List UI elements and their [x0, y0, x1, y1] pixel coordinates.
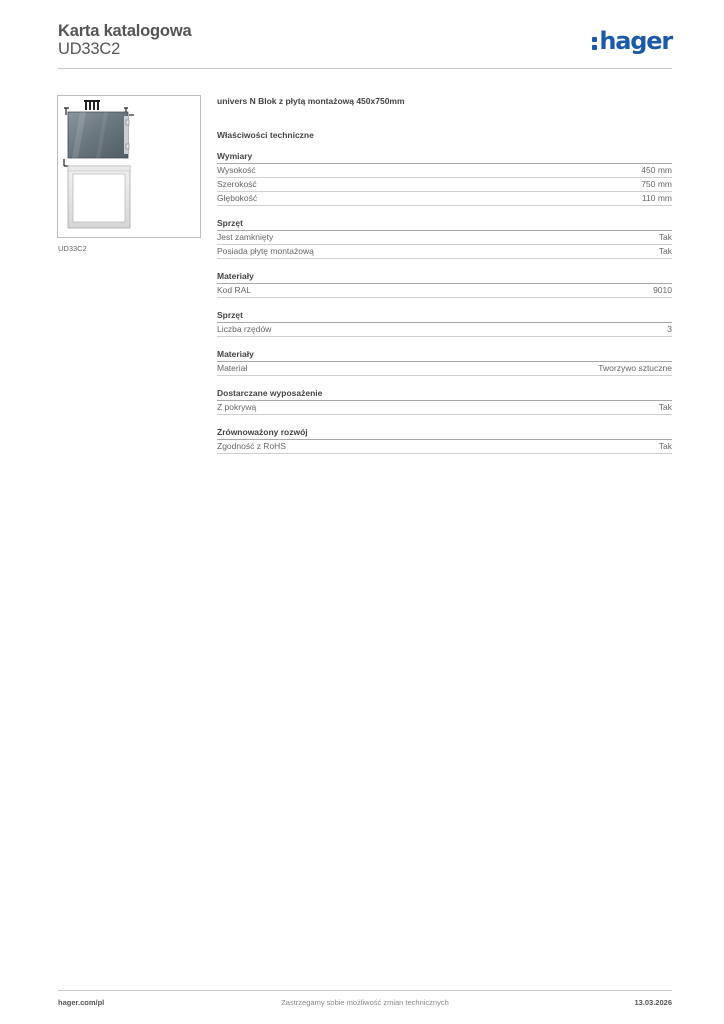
spec-row [217, 401, 672, 415]
panel-mounting-plate-icon [58, 96, 200, 237]
spec-row [217, 192, 672, 206]
footer-website-link[interactable]: hager.com/pl [58, 998, 105, 1007]
footer-date: 13.03.2026 [634, 998, 672, 1007]
spec-row [217, 178, 672, 192]
spec-group-equipment [217, 217, 672, 259]
spec-value: 3 [667, 324, 672, 334]
spec-label: Jest zamknięty [217, 232, 274, 242]
spec-label: Wysokość [217, 165, 256, 175]
spec-row [217, 284, 672, 298]
spec-group-title: Sprzęt [217, 309, 672, 323]
footer-divider [58, 990, 672, 991]
spec-label: Posiada płytę montażową [217, 246, 314, 256]
product-image-frame [57, 95, 201, 238]
spec-value: Tak [658, 232, 672, 242]
spec-value: 110 mm [641, 193, 672, 203]
spec-label: Z pokrywą [217, 402, 257, 412]
page-footer [58, 998, 672, 1010]
spec-value: Tak [658, 402, 672, 412]
spec-row [217, 245, 672, 259]
product-image-caption: UD33C2 [58, 244, 87, 253]
footer-disclaimer: Zastrzegamy sobie możliwość zmian technicznych [281, 998, 449, 1007]
hager-logo [592, 29, 672, 53]
spec-value: 9010 [653, 285, 672, 295]
spec-group-sustainability [217, 426, 672, 454]
spec-group-materials [217, 270, 672, 298]
spec-group-title: Wymiary [217, 150, 672, 164]
spec-group-title: Sprzęt [217, 217, 672, 231]
technical-properties-heading: Właściwości techniczne [217, 130, 314, 140]
header-divider [58, 68, 672, 69]
spec-row [217, 440, 672, 454]
page-header [58, 22, 672, 70]
spec-label: Zgodność z RoHS [217, 441, 286, 451]
spec-value: Tak [658, 246, 672, 256]
logo-text: hager [599, 27, 672, 55]
spec-group-title: Zrównoważony rozwój [217, 426, 672, 440]
product-name: univers N Blok z płytą montażową 450x750mm [217, 96, 405, 106]
spec-label: Kod RAL [217, 285, 252, 295]
spec-value: 750 mm [641, 179, 672, 189]
spec-label: Materiał [217, 363, 248, 373]
spec-row [217, 231, 672, 245]
spec-group-supplied-equipment [217, 387, 672, 415]
spec-value: Tworzywo sztuczne [598, 363, 672, 373]
specification-panel [217, 95, 672, 454]
spec-group-dimensions [217, 150, 672, 206]
spec-row [217, 362, 672, 376]
product-code: UD33C2 [58, 40, 121, 58]
spec-group-title: Materiały [217, 348, 672, 362]
document-title: Karta katalogowa [58, 22, 192, 40]
spec-row [217, 164, 672, 178]
spec-label: Szerokość [217, 179, 257, 189]
spec-group-equipment-rows [217, 309, 672, 337]
spec-value: Tak [658, 441, 672, 451]
spec-group-title: Materiały [217, 270, 672, 284]
spec-value: 450 mm [641, 165, 672, 175]
spec-group-material-type [217, 348, 672, 376]
spec-group-title: Dostarczane wyposażenie [217, 387, 672, 401]
logo-colon-icon [592, 32, 597, 50]
spec-label: Głębokość [217, 193, 258, 203]
spec-label: Liczba rzędów [217, 324, 272, 334]
spec-row [217, 323, 672, 337]
